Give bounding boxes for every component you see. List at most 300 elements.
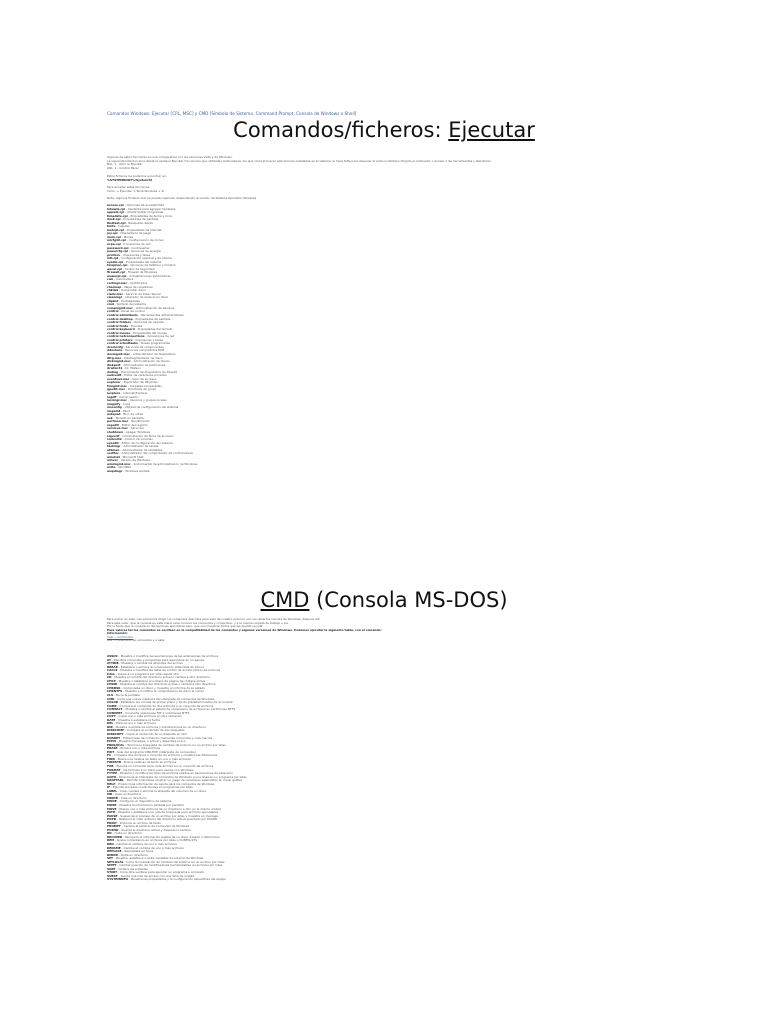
command-name: FOR bbox=[107, 763, 114, 768]
cmd-command-list bbox=[107, 655, 247, 882]
command-description: - Administrador de dispositivos bbox=[129, 351, 176, 356]
command-name: DEL bbox=[107, 721, 114, 726]
command-name: eudcedit bbox=[107, 373, 122, 378]
command-description: - Apagar Windows bbox=[123, 430, 151, 434]
command-description: - Muestra las propiedades y la configuración específicas del equipo bbox=[128, 877, 227, 882]
command-name: timedate.cpl bbox=[107, 213, 128, 218]
command-name: ENDLOCAL bbox=[107, 742, 125, 747]
command-description: - Ejecuta un comando para cada archivo en un conjunto de archivos bbox=[113, 763, 214, 768]
command-name: sndvol32 bbox=[107, 437, 122, 442]
command-name: DISKCOPY bbox=[107, 732, 124, 737]
intro-line: Para este valor, que la consola en este menú para conocer los comandos y comprobar, y a la misma carpeta de trabajo o los. bbox=[107, 620, 289, 625]
command-description: - Cambia el nombre de uno o más archivos bbox=[120, 845, 184, 850]
command-name: MD bbox=[107, 792, 113, 797]
command-description: - Quita un directorio bbox=[117, 852, 148, 857]
command-name: hdwwiz.cpl bbox=[107, 206, 126, 211]
command-description: - Administrador de particiones bbox=[120, 362, 166, 367]
command-name: iexplore bbox=[107, 390, 121, 395]
command-description: - Símbolo del sistema bbox=[113, 302, 146, 307]
command-description: - Configura un dispositivo de sistema bbox=[116, 799, 172, 804]
command-description: - Comprueba un disco y muestra un informe de su estado bbox=[120, 685, 205, 690]
command-description: - Muestra el nombre del directorio actual o cambia a otro directorio bbox=[111, 675, 210, 680]
command-description: - Control de volumen bbox=[121, 437, 154, 442]
command-name: explorer bbox=[107, 380, 121, 385]
command-description: - Administrador de tareas bbox=[120, 444, 159, 449]
command-name: mspaint bbox=[107, 408, 121, 413]
command-name: FORMAT bbox=[107, 767, 121, 772]
command-description: - Muestra o cambia el estado de compresión de archivos en particiones NTFS bbox=[122, 707, 236, 712]
ejecutar-command-list bbox=[107, 204, 197, 474]
command-name: CD bbox=[107, 675, 112, 680]
command-name: desk.cpl bbox=[107, 217, 121, 222]
command-name: wscui.cpl bbox=[107, 266, 123, 271]
command-description: - Busca una cadena de texto en uno o más archivos bbox=[114, 756, 191, 761]
intro-line: Información: bbox=[107, 631, 128, 636]
command-name: joy.cpl bbox=[107, 231, 118, 236]
command-description: - Administración de discos bbox=[130, 359, 170, 364]
command-description: - Liberador de espacio en disco bbox=[122, 295, 169, 300]
command-description: - Explorador de Windows bbox=[120, 380, 158, 385]
direct-access-note bbox=[107, 186, 164, 193]
command-description: - Bloc de notas bbox=[120, 412, 143, 417]
command-name: certmgr.msc bbox=[107, 281, 128, 286]
command-description: - Sale del programa CMD.EXE (intérprete de comandos) bbox=[114, 749, 196, 754]
command-name: control schedtasks bbox=[107, 341, 138, 346]
intro-line[interactable]: help > Comandos bbox=[107, 634, 133, 639]
command-description: - Cambia el símbolo de comandos de Windows bbox=[120, 824, 190, 829]
command-name: MKDIR bbox=[107, 795, 118, 800]
command-name: control printers bbox=[107, 337, 133, 342]
command-name: wmimgmt.msc bbox=[107, 461, 131, 466]
command-description: - Busca cadenas de texto en archivos bbox=[121, 760, 177, 765]
command-name: COPY bbox=[107, 714, 116, 719]
command-description: - Editor de configuración del sistema bbox=[118, 440, 173, 445]
command-name: fonts bbox=[107, 224, 116, 229]
command-name: drwtsn32 bbox=[107, 366, 123, 371]
command-description: - Versión de Windows bbox=[118, 458, 150, 463]
command-name: taskmgr bbox=[107, 444, 121, 449]
command-description: - Contraseñas bbox=[128, 245, 150, 250]
command-name: DOSKEY bbox=[107, 735, 121, 740]
command-name: inetcpl.cpl bbox=[107, 227, 125, 232]
command-description: - Herramienta de diagnóstico de DirectX bbox=[118, 369, 178, 374]
command-name: FTYPE bbox=[107, 771, 118, 776]
command-description: - Tareas programadas bbox=[137, 341, 171, 346]
command-name: logoff bbox=[107, 394, 117, 399]
command-name: REPLACE bbox=[107, 849, 122, 854]
command-name: services.msc bbox=[107, 426, 128, 431]
command-name: compmgmt.msc bbox=[107, 305, 133, 310]
section1-intro bbox=[107, 156, 491, 170]
command-description: - Borra la pantalla bbox=[113, 693, 140, 698]
command-name: diskpart bbox=[107, 362, 121, 367]
command-description: - Comprobar disco bbox=[118, 288, 146, 293]
command-description: - Inicia otra ventana para ejecutar un programa o comando bbox=[117, 870, 205, 875]
command-name: sysedit bbox=[107, 440, 119, 445]
intro-line: BAL: 1 - Abrir la Ejecutar bbox=[107, 162, 143, 167]
command-name: CMD bbox=[107, 696, 115, 701]
command-description: - Asocia una ruta de acceso con una letra de unidad bbox=[117, 873, 195, 878]
command-description: - Servicios de componentes bbox=[122, 344, 164, 349]
command-name: RENAME bbox=[107, 845, 121, 850]
command-name: ECHO bbox=[107, 739, 116, 744]
command-name: RD bbox=[107, 831, 112, 836]
cmd-link[interactable]: CMD bbox=[260, 588, 310, 612]
command-name: eventvwr.msc bbox=[107, 376, 130, 381]
command-name: IF bbox=[107, 785, 111, 790]
command-name: RMDIR bbox=[107, 852, 118, 857]
command-description: - Dispositivos de juego bbox=[117, 231, 152, 236]
command-name: calc bbox=[107, 277, 114, 282]
command-description: - Propiedades de fecha y hora bbox=[127, 213, 172, 218]
command-name: START bbox=[107, 870, 118, 875]
command-description: - Guarda el directorio actual y después lo cambia bbox=[118, 827, 191, 832]
command-description: - Servicio de Index Server bbox=[122, 291, 162, 296]
command-description: - Muestra una lista de archivos y subdirectorios en un directorio bbox=[112, 724, 206, 729]
command-name: intl.cpl bbox=[107, 256, 119, 261]
command-description: - Crea un directorio bbox=[112, 792, 142, 797]
command-name: REM bbox=[107, 838, 115, 843]
command-name: ciadv.msc bbox=[107, 291, 123, 296]
command-name: MODE bbox=[107, 799, 117, 804]
command-name: osk bbox=[107, 415, 113, 420]
command-name: ddeshare bbox=[107, 348, 123, 353]
command-name: telephon.cpl bbox=[107, 263, 128, 268]
command-name: main.cpl bbox=[107, 234, 121, 239]
command-description: - Cerrar sesión bbox=[116, 394, 139, 399]
command-name: BREAK bbox=[107, 664, 118, 669]
command-description: - Administrador del comprobador de controladores bbox=[118, 451, 193, 456]
command-name: gpedit.msc bbox=[107, 387, 126, 392]
command-name: control desktop bbox=[107, 316, 133, 321]
intro-line: Para entrar en este, nos podremos dirigir los comandos descritos para esto de nuestro entorno, son son abiertos consola de Windows, despues del bbox=[107, 617, 320, 621]
command-name: FIND bbox=[107, 756, 115, 761]
command-description: - Fuentes bbox=[115, 224, 130, 229]
command-description: - Asistente para agregar hardware bbox=[125, 206, 176, 211]
command-description: - Edita líneas de comando, memoriza comandos y crea macros bbox=[120, 735, 213, 740]
command-description: - Propiedades de pantalla bbox=[120, 217, 159, 222]
command-name: CHKNTFS bbox=[107, 689, 123, 694]
command-name: MOVE bbox=[107, 806, 117, 811]
command-description: - Copia uno o más archivos en otra ubicación bbox=[115, 714, 183, 719]
command-description: - Muestra o modifica la comprobación de disco al iniciar bbox=[122, 689, 204, 694]
command-name: magnify bbox=[107, 401, 121, 406]
command-description: - Inicia una nueva instancia del intérprete de comandos de Windows bbox=[114, 696, 215, 701]
command-description: - Añadir/Quitar programas bbox=[124, 210, 164, 215]
command-description: - Ordena las entradas bbox=[115, 866, 148, 871]
command-name: regedit bbox=[107, 422, 119, 427]
command-description: - Recupera la información legible de un disco dañado o defectuoso bbox=[122, 834, 220, 839]
section-title-suffix: (Consola MS-DOS) bbox=[309, 588, 508, 612]
command-description: - Instrumental de administración de Windows bbox=[130, 461, 198, 466]
command-description: - Configuración regional y de idioma bbox=[118, 256, 172, 261]
command-name: CHCP bbox=[107, 678, 116, 683]
command-name: DISKCOMP bbox=[107, 728, 125, 733]
command-description: - Panel de control bbox=[118, 309, 145, 314]
command-description: - Muestra o modifica los tipos de archivos usados en asociaciones de extensión bbox=[117, 771, 233, 776]
command-name: control fonts bbox=[107, 323, 128, 328]
command-description: - Compara dos archivos o conjunto de archivos y muestra las diferencias bbox=[111, 753, 218, 758]
command-name: PUSHD bbox=[107, 827, 119, 832]
command-description: - Muestra el nombre del directorio actual o cambia a otro directorio bbox=[117, 682, 216, 687]
command-description: - Internet Explorer bbox=[120, 390, 148, 395]
command-description: - Muestra o establece una ruta de búsqueda para archivos ejecutables bbox=[115, 810, 219, 815]
command-name: msconfig bbox=[107, 405, 122, 410]
command-description: - Cambia el nombre de uno o más archivos bbox=[113, 841, 177, 846]
version-note bbox=[107, 197, 256, 201]
command-name: lusrmgr.msc bbox=[107, 398, 127, 403]
command-description: - Quita un directorio bbox=[111, 831, 142, 836]
command-name: dxdiag bbox=[107, 369, 119, 374]
command-name: EXIT bbox=[107, 749, 115, 754]
direct-access-line: Inicio -> Ejecutar' o Tecla Windows + R bbox=[107, 188, 164, 193]
command-description: - Termina la búsqueda de cambios de entorno en un archivo por lotes bbox=[124, 742, 226, 747]
command-description: - Muestra o establece el número de página de códigos activa bbox=[115, 678, 206, 683]
command-name: printers bbox=[107, 252, 121, 257]
command-name: FC bbox=[107, 753, 112, 758]
command-name: control admintools bbox=[107, 312, 138, 317]
command-description: - Propiedades del teclado bbox=[134, 327, 173, 332]
command-description: - Directivas de grupo bbox=[125, 387, 157, 392]
section2-intro bbox=[107, 618, 382, 643]
command-name: control keyboard bbox=[107, 327, 135, 332]
command-name: COLOR bbox=[107, 700, 119, 705]
command-name: FINDSTR bbox=[107, 760, 122, 765]
command-description: - Portapapeles bbox=[118, 298, 141, 303]
command-description: - Impresoras y faxes bbox=[132, 337, 163, 342]
command-name: perfmon.msc bbox=[107, 419, 129, 424]
command-name: DATE bbox=[107, 717, 116, 722]
command-description: - Muestra mensajes, o activa y desactiva el eco bbox=[115, 739, 186, 744]
path-note-path: %SYSTEMROOT%\System32 bbox=[107, 177, 153, 182]
cmd-command-row bbox=[107, 878, 247, 882]
command-description: - Desfragmentador de disco bbox=[121, 355, 163, 360]
ejecutar-link[interactable]: Ejecutar bbox=[448, 118, 535, 142]
command-description: - Administración de equipos bbox=[132, 305, 175, 310]
command-description: - Propiedades del mouse bbox=[130, 330, 167, 335]
command-name: fsmgmt.msc bbox=[107, 383, 127, 388]
command-description: - Imprime un archivo de texto bbox=[116, 820, 161, 825]
command-description: - Suspende el proceso de un archivo por lotes y muestra un mensaje bbox=[117, 813, 218, 818]
command-description: - Graba comentarios en archivos por lotes o CONFIG.SYS bbox=[114, 838, 197, 843]
command-description: - Calculadora bbox=[113, 277, 134, 282]
command-description: - Opciones de carpeta bbox=[130, 320, 164, 325]
command-description: - Elimina uno o más archivos bbox=[117, 746, 161, 751]
command-description: - Editor de caracteres privados bbox=[121, 373, 167, 378]
command-description: - Direcciona el intérprete de comandos de Windows a una línea en un programa por lotes bbox=[116, 774, 247, 779]
command-description: - Recursos compartidos DDE bbox=[122, 348, 165, 353]
path-note bbox=[107, 175, 167, 182]
command-description: - Impresoras y faxes bbox=[120, 252, 151, 257]
section-title-prefix: Comandos/ficheros: bbox=[233, 118, 449, 142]
command-description: - Proporciona información de ayuda para los comandos de Windows bbox=[115, 781, 215, 786]
command-name: GOTO bbox=[107, 774, 117, 779]
command-name: ASSOC bbox=[107, 654, 118, 658]
command-name: wuaucpl.cpl bbox=[107, 273, 127, 278]
command-name: clipbrd bbox=[107, 298, 119, 303]
command-name: verifier bbox=[107, 451, 119, 456]
command-name: CONVERT bbox=[107, 710, 123, 715]
command-name: ncpa.cpl bbox=[107, 242, 121, 247]
command-name: devmgmt.msc bbox=[107, 351, 130, 356]
command-description: - Paint bbox=[120, 408, 131, 413]
command-description: - Servicios bbox=[127, 426, 144, 431]
command-description: - Ejecuta procesos condicionales en programas por lotes bbox=[110, 785, 193, 790]
command-name: firewall.cpl bbox=[107, 270, 126, 275]
command-description: - Administrador de utilidades bbox=[119, 447, 163, 452]
command-name: write bbox=[107, 465, 116, 470]
command-name: POPD bbox=[107, 817, 117, 822]
command-name: CHKDSK bbox=[107, 685, 121, 690]
command-description: - Opciones de energía bbox=[128, 249, 161, 254]
command-description: - Llama a un programa por lotes desde otro bbox=[115, 671, 179, 676]
command-description: - Comprobación de firma de archivos bbox=[119, 433, 174, 438]
command-name: RECOVER bbox=[107, 834, 123, 839]
command-description: - Cambia posición de modificadores reemplazables en archivos por lotes bbox=[116, 863, 223, 868]
command-description: - Convierte volúmenes FAT a volúmenes NTFS bbox=[122, 710, 190, 715]
command-name: CHDIR bbox=[107, 682, 118, 687]
command-description: - Compara el contenido de dos archivos o un conjunto de archivos bbox=[116, 703, 214, 708]
command-name: SYSTEMINFO bbox=[107, 877, 129, 882]
command-description: - Dr. Watson bbox=[122, 366, 141, 371]
command-description: - Teclado en pantalla bbox=[112, 415, 144, 420]
command-description: - Usuarios y grupos locales bbox=[126, 398, 167, 403]
intro-line: Por lo tanto que la consola en las opciones ejecutarse pero, que nos muestran todos que las pueden ayuda. bbox=[107, 624, 264, 629]
command-name: DIR bbox=[107, 724, 113, 729]
command-description: - Copia el contenido de un disquete en otro bbox=[123, 732, 188, 737]
command-description: - Establece o elimina la comprobación extendida de Ctrl+C bbox=[117, 664, 205, 669]
command-description: - Microsoft Chat bbox=[119, 454, 144, 459]
command-name: COMP bbox=[107, 703, 117, 708]
command-name: REN bbox=[107, 841, 114, 846]
path-note-line: Estos ficheros los podemos encontrar en: bbox=[107, 174, 167, 178]
command-description: - Certificados bbox=[127, 281, 148, 286]
command-description: - Herramientas administrativas bbox=[137, 312, 184, 317]
command-description: - Muestra o cambia los atributos del archivo bbox=[118, 661, 184, 666]
command-name: dfrg.msc bbox=[107, 355, 122, 360]
command-description: - Utilidad de configuración del sistema bbox=[121, 405, 179, 410]
command-name: ATTRIB bbox=[107, 661, 119, 666]
command-description: - WordPad bbox=[115, 465, 131, 470]
command-description: - Muestra o establece la fecha bbox=[115, 717, 160, 722]
version-note-text: Nota: Algunos ficheros solo se pueden ejecutar dependiendo la versión de Sistema Operativo Windows bbox=[107, 196, 257, 200]
command-name: control bbox=[107, 309, 119, 314]
command-name: ERASE bbox=[107, 746, 118, 751]
intro-line: La siguiente lista funciona desde la ventana Ejecutar funcionaría que utilizadas ordenadores. los que conla el buscar aplicaciones instaladas en el sistema no hace falta para observar el archivo también dirigido el ordenador o acceso a las herramientas y atenderán bbox=[107, 158, 491, 163]
direct-access-line: Para acceder estas funciones: bbox=[107, 185, 151, 189]
command-description: - Propiedades de pantalla bbox=[132, 316, 171, 321]
intro-line: URL: 1 - Control Panel bbox=[107, 165, 139, 170]
command-name: SETLOCAL bbox=[107, 859, 124, 864]
command-description: - Elimina uno o más archivos bbox=[113, 721, 156, 726]
command-name: utilman bbox=[107, 447, 120, 452]
command-description: - Permite a Windows mostrar un juego de caracteres extendidos en modo gráfico bbox=[123, 778, 243, 783]
command-description: - Actualizaciones automáticas bbox=[126, 273, 171, 278]
command-description: - Propiedades de Internet bbox=[124, 227, 162, 232]
command-name: access.cpl bbox=[107, 203, 124, 207]
command-description: - Muestra la información pantalla por pantalla bbox=[116, 802, 184, 807]
command-name: shutdown bbox=[107, 430, 124, 434]
command-name: SUBST bbox=[107, 873, 118, 878]
command-description: - Restaura el valor anterior del directorio actual guardado por PUSHD bbox=[116, 817, 218, 822]
command-description: - Opciones de teléfono y módem bbox=[127, 263, 176, 268]
ejecutar-command-row bbox=[107, 470, 197, 474]
command-description: - Establece los colores de primer plano y fondo predeterminados de la consola bbox=[118, 700, 233, 705]
breadcrumb[interactable]: Comandos Windows: Ejecutar [CPL, MSC] y CMD [Símbolo de Sistema, Command Prompt, Consola de Windows o Shell] bbox=[107, 111, 357, 116]
command-description: - Propiedades del sistema bbox=[123, 259, 162, 264]
intro-line: Para valores tal los comandos se escriben en la compatibilidad de los comandos y algunas versiones de Windows. Podemos ejecutar la siguiente tabla, con el comando: bbox=[107, 627, 382, 632]
command-name: cmd bbox=[107, 302, 114, 307]
command-description: - Firewall de Windows bbox=[125, 270, 158, 275]
command-name: control folders bbox=[107, 320, 131, 325]
command-name: powercfg.cpl bbox=[107, 249, 129, 254]
command-description: - Rendimiento bbox=[128, 419, 150, 424]
command-description: - Inicia la localización de cambios del entorno en un archivo por lotes bbox=[123, 859, 225, 864]
section-title-ejecutar bbox=[0, 118, 768, 142]
command-description: - Muestra o modifica las listas de control de acceso (ACLs) de archivos bbox=[117, 668, 221, 673]
command-name: PROMPT bbox=[107, 824, 121, 829]
command-description: - Muestra, establece o quita variables de entorno de Windows bbox=[113, 856, 204, 861]
command-name: password.cpl bbox=[107, 245, 129, 250]
command-name: HELP bbox=[107, 781, 116, 786]
command-description: - Mueve uno o más archivos de un directorio a otro en la misma unidad bbox=[116, 806, 221, 811]
command-name: PATH bbox=[107, 810, 116, 815]
command-name: cleanmgr bbox=[107, 295, 123, 300]
command-description: - Planifica comandos y programas para ejecutarse en un equipo bbox=[110, 657, 205, 662]
command-name: CACLS bbox=[107, 668, 118, 673]
section-title-cmd bbox=[0, 588, 768, 612]
command-description: - Crea un directorio bbox=[117, 795, 147, 800]
command-description: - Crea, cambia o elimina la etiqueta del volumen de un disco bbox=[117, 788, 207, 793]
command-name: MORE bbox=[107, 802, 117, 807]
command-name: SHIFT bbox=[107, 863, 117, 868]
command-description: - Mapa de caracteres bbox=[121, 284, 153, 289]
command-name: wupdmgr bbox=[107, 469, 123, 474]
command-name: mlcfg32.cpl bbox=[107, 238, 126, 243]
command-description: - Editor del registro bbox=[118, 422, 148, 427]
command-name: COMPACT bbox=[107, 707, 123, 712]
command-description: - Mouse bbox=[120, 234, 134, 239]
command-name: control netconnections bbox=[107, 334, 145, 339]
command-name: CLS bbox=[107, 693, 114, 698]
intro-line: Algunos de estos funcionan en una comparativa con los versiones Vista y de Windows. bbox=[107, 155, 233, 159]
command-description: - Conexiones de red bbox=[144, 334, 175, 339]
command-name: winver bbox=[107, 458, 118, 463]
command-description: - Conexiones de red bbox=[120, 242, 151, 247]
command-name: AT bbox=[107, 657, 111, 662]
command-description: - Carpetas compartidas bbox=[127, 383, 162, 388]
intro-line: DIR: > Directorio de comandos y a este: bbox=[107, 638, 166, 643]
command-name: sigverif bbox=[107, 433, 120, 438]
command-name: diskmgmt.msc bbox=[107, 359, 131, 364]
command-name: PAUSE bbox=[107, 813, 118, 818]
command-name: sysdm.cpl bbox=[107, 259, 124, 264]
command-name: dcomcnfg bbox=[107, 344, 123, 349]
command-name: LABEL bbox=[107, 788, 118, 793]
command-name: PRINT bbox=[107, 820, 117, 825]
command-name: chkdsk bbox=[107, 288, 119, 293]
command-name: SORT bbox=[107, 866, 116, 871]
command-name: winchat bbox=[107, 454, 120, 459]
command-name: charmap bbox=[107, 284, 122, 289]
command-name: CALL bbox=[107, 671, 116, 676]
command-description: - Centro de seguridad bbox=[122, 266, 155, 271]
command-description: - Configuración de correo bbox=[125, 238, 164, 243]
command-description: - Reemplaza archivos bbox=[121, 849, 154, 854]
command-name: findfast.cpl bbox=[107, 220, 126, 225]
command-description: - Compara el contenido de dos disquetes bbox=[124, 728, 185, 733]
command-description: - Muestra o modifica las asociaciones de las extensiones de archivos bbox=[117, 654, 219, 658]
